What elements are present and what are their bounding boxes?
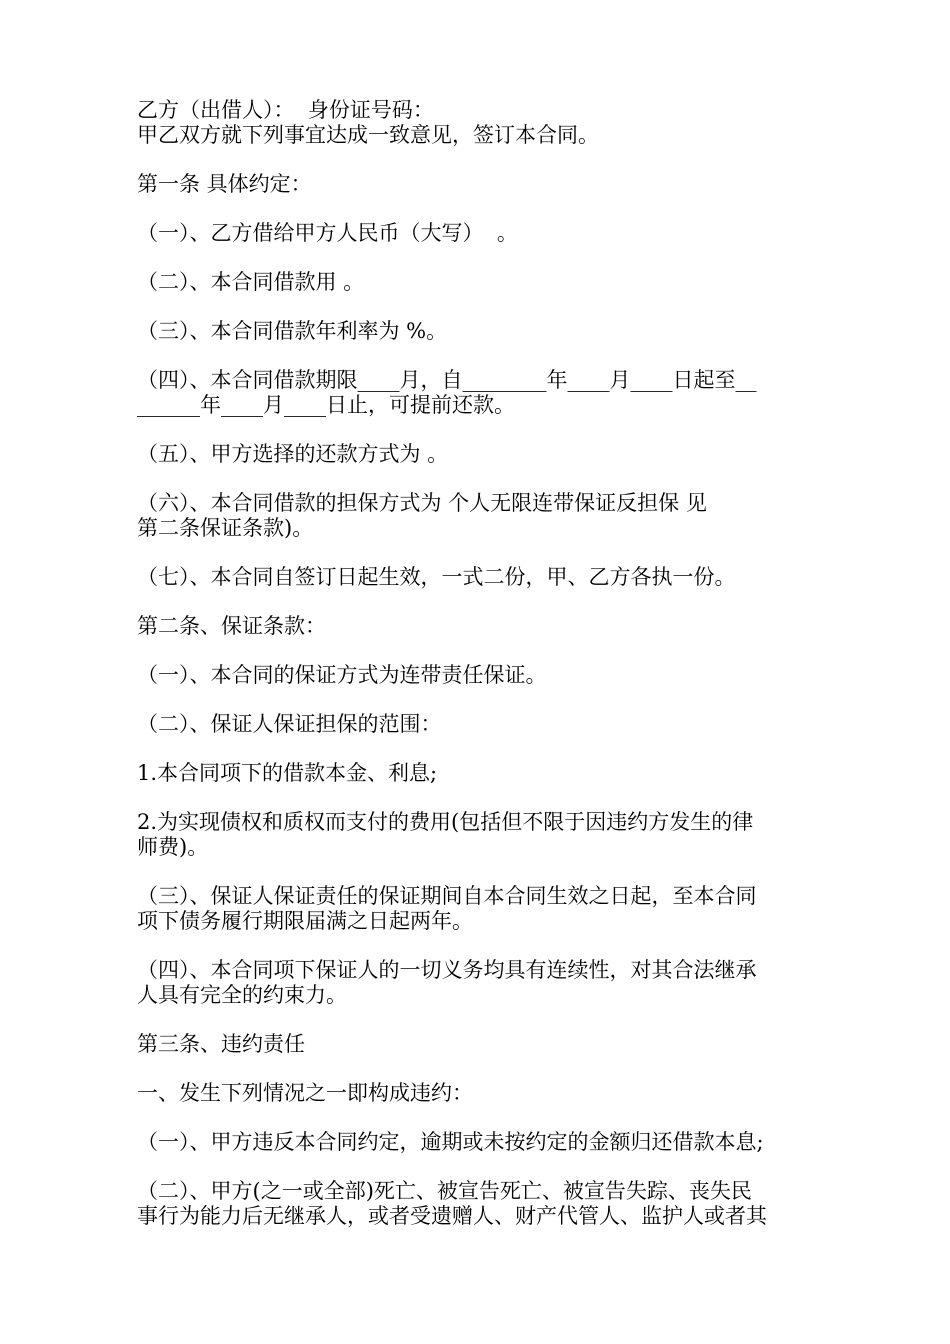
- clause-1-7: [137, 565, 822, 590]
- text-line: 第一条 具体约定：: [137, 172, 312, 196]
- article-2-heading: [137, 614, 822, 639]
- breach-item-2: [137, 1179, 822, 1229]
- text-line: 2.为实现债权和质权而支付的费用(包括但不限于因违约方发生的律: [137, 810, 754, 834]
- text-line: 第三条、违约责任: [137, 1032, 305, 1056]
- article-1-heading: [137, 172, 822, 197]
- text-line: （三）、本合同借款年利率为 %。: [137, 319, 448, 343]
- clause-1-4: [137, 368, 822, 418]
- text-line: 甲乙双方就下列事宜达成一致意见，签订本合同。: [137, 123, 599, 147]
- scope-item-1: [137, 761, 822, 786]
- agreement-intro: [137, 123, 822, 148]
- text-line: （一）、甲方违反本合同约定，逾期或未按约定的金额归还借款本息;: [137, 1130, 764, 1154]
- text-line: （四）、本合同项下保证人的一切义务均具有连续性，对其合法继承: [137, 958, 757, 982]
- text-line: （一）、本合同的保证方式为连带责任保证。: [137, 663, 547, 687]
- text-line: （四）、本合同借款期限____月，自________年____月____日起至__: [137, 368, 757, 392]
- text-line: （三）、保证人保证责任的保证期间自本合同生效之日起，至本合同: [137, 884, 757, 908]
- text-line: 事行为能力后无继承人，或者受遗赠人、财产代管人、监护人或者其: [137, 1204, 767, 1228]
- breach-intro: [137, 1081, 822, 1106]
- document-body: [137, 98, 822, 1229]
- text-line: （六）、本合同借款的担保方式为 个人无限连带保证反担保 见: [137, 491, 707, 515]
- clause-1-5: [137, 442, 822, 467]
- clause-1-2: [137, 270, 822, 295]
- text-line: 人具有完全的约束力。: [137, 983, 347, 1007]
- text-line: 第二条保证条款)。: [137, 516, 314, 540]
- clause-1-1: [137, 221, 822, 246]
- clause-2-4: [137, 958, 822, 1008]
- party-b-line: [137, 98, 822, 123]
- breach-item-1: [137, 1130, 822, 1155]
- clause-1-6: [137, 491, 822, 541]
- text-line: 一、发生下列情况之一即构成违约：: [137, 1081, 473, 1105]
- text-line: （二）、本合同借款用 。: [137, 270, 365, 294]
- text-line: 师费)。: [137, 835, 209, 859]
- text-line: （二）、甲方(之一或全部)死亡、被宣告死亡、被宣告失踪、丧失民: [137, 1179, 752, 1203]
- text-line: （五）、甲方选择的还款方式为 。: [137, 442, 449, 466]
- article-3-heading: [137, 1032, 822, 1057]
- text-line: 乙方（出借人）： 身份证号码：: [137, 98, 434, 122]
- clause-2-1: [137, 663, 822, 688]
- scope-item-2: [137, 810, 822, 860]
- text-line: （一）、乙方借给甲方人民币（大写） 。: [137, 221, 518, 245]
- text-line: 项下债务履行期限届满之日起两年。: [137, 909, 473, 933]
- clause-1-3: [137, 319, 822, 344]
- text-line: ______年____月____日止，可提前还款。: [137, 393, 515, 417]
- text-line: 1.本合同项下的借款本金、利息;: [137, 761, 438, 785]
- clause-2-3: [137, 884, 822, 934]
- text-line: （二）、保证人保证担保的范围：: [137, 712, 442, 736]
- clause-2-2: [137, 712, 822, 737]
- text-line: 第二条、保证条款：: [137, 614, 326, 638]
- text-line: （七）、本合同自签订日起生效，一式二份，甲、乙方各执一份。: [137, 565, 736, 589]
